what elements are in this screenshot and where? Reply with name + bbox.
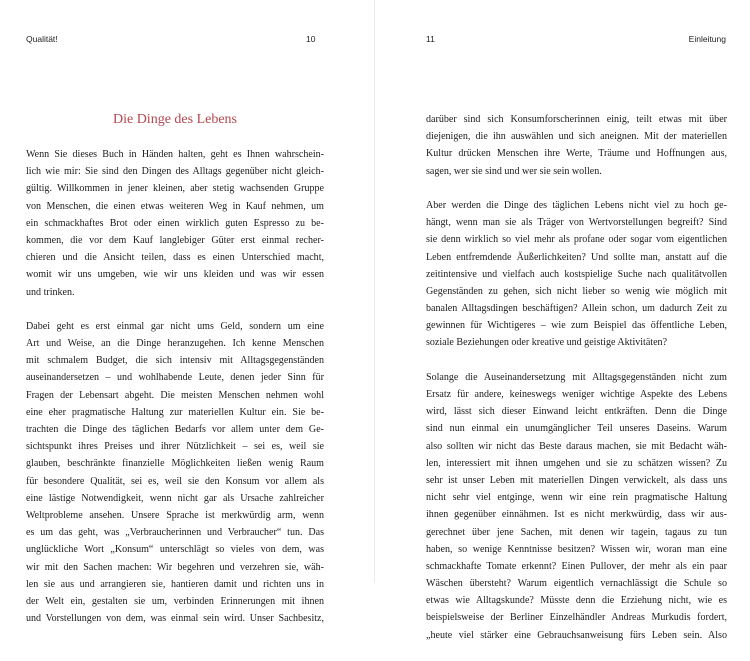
text-line: eine lästige Notwendigkeit, wenn nicht gar als Ursache zahlreicher	[26, 492, 324, 504]
text-line: gerechnet über jene Sachen, mit denen wir tagein, tagaus zu tun	[426, 526, 727, 538]
text-line: Wäschen übersteht? Warum eigentlich vernachlässigt die Schule so	[426, 578, 727, 590]
right-body-text	[426, 111, 727, 661]
text-line: gewinnen für Wichtigeres – wie zum Beispiel das öffentliche Leben,	[426, 320, 727, 332]
right-page	[375, 0, 750, 641]
running-head-left: Qualität!	[26, 34, 58, 44]
text-line: Ersatz für andere, keineswegs weniger wichtige Aspekte des Lebens	[426, 389, 727, 400]
text-line: len, interessiert mit ihnen umgehen und sie zu schätzen wissen? Zu	[426, 457, 727, 469]
text-line: eine eher pragmatische Haltung zur materiellen Kultur ein. Sie be-	[26, 406, 324, 418]
text-line: sie denn wirklich so viel mehr als profane oder sogar vom eigentlichen	[426, 234, 727, 246]
paragraph	[426, 197, 727, 352]
text-line: etwas wie Alltagskunde? Müsste denn die Erziehung nicht, wie es	[426, 595, 727, 607]
text-line: Gegenständen zu gehen, sich nicht lieber so wenig wie möglich mit	[426, 285, 727, 297]
page-number-right: 11	[426, 34, 435, 44]
text-line: womit wir uns umgeben, wie wir uns kleiden und was wir essen	[26, 269, 324, 281]
text-line: von Menschen, die einen etwas weiteren Weg in Kauf nehmen, um	[26, 200, 324, 212]
left-body-text	[26, 146, 324, 644]
text-line: soziale Beziehungen oder kreative und geistige Aktivitäten?	[426, 337, 668, 349]
text-line: len sie aus und arrangieren sie, hantieren damit und richten uns in	[26, 578, 324, 590]
text-line: Art und Weise, an die Dinge heranzugehen. Ich kenne Menschen	[26, 338, 324, 350]
text-line: wir mit den Sachen machen: Wir begehren und verzehren sie, wäh-	[26, 561, 324, 573]
text-line: kommen, die vor dem Kauf langlebiger Güter erst einmal recher-	[26, 234, 324, 246]
text-line: Weltprobleme ansehen. Unsere Sprache ist merkwürdig arm, wenn	[26, 509, 324, 521]
text-line: gültig. Willkommen in jener kleinen, aber stetig wachsenden Gruppe	[26, 183, 324, 195]
text-line: mit schmalem Budget, die sich intensiv mit Alltagsgegenständen	[26, 355, 324, 367]
text-line: Dabei geht es erst einmal gar nicht ums Geld, sondern um eine	[26, 320, 324, 332]
paragraph	[426, 111, 727, 180]
paragraph	[26, 146, 324, 301]
text-line: Aber werden die Dinge des täglichen Lebens nicht viel zu hoch ge-	[426, 199, 727, 211]
left-page	[0, 0, 375, 625]
text-line: „heute viel stärker eine Gebrauchsanweisung fürs Leben sein. Also	[426, 629, 727, 641]
text-line: wird, lässt sich dieser Einwand leicht entkräften. Denn die Dinge	[426, 406, 727, 418]
text-line: Solange die Auseinandersetzung mit Alltagsgegenständen nicht zum	[426, 371, 727, 383]
text-line: banalen Alltagsdingen beschäftigen? Allein schon, um dadurch Zeit zu	[426, 303, 727, 315]
text-line: auseinandersetzen – und wohlhabende Leute, denen jeder Sinn für	[26, 372, 324, 384]
text-line: Fragen der Lebensart abgeht. Die meisten Menschen nehmen wohl	[26, 389, 324, 401]
text-line: hängt, wenn man sie als Träger von Wertvorstellungen begreift? Sind	[426, 217, 727, 229]
text-line: Leben entfremdende Äußerlichkeiten? Und sollte man, anstatt auf die	[426, 251, 727, 263]
text-line: trachten die Dinge des täglichen Bedarfs vor allem unter dem Ge-	[26, 424, 324, 435]
text-line: Kultur drücken Menschen ihre Werte, Träume und Hoffnungen aus,	[426, 148, 727, 160]
text-line: unglückliche Wort „Konsum“ unterschlägt so vieles von dem, was	[26, 544, 324, 556]
text-line: also sollten wir nicht das Beste daraus machen, sie mit Bedacht wäh-	[426, 440, 727, 452]
chapter-title: Die Dinge des Lebens	[112, 112, 238, 127]
text-line: sagen, wer sie sind und wer sie sein wollen.	[426, 165, 602, 177]
text-line: zeitintensive und vielfach auch kostspielige Suche nach qualitätvollen	[426, 268, 727, 280]
page-number-left: 10	[306, 34, 316, 44]
text-line: und Vorstellungen von dem, was einmal sein wird. Unser Sachbesitz,	[26, 613, 324, 625]
text-line: lich wie mir: Sie sind den Dingen des Alltags gegenüber nicht gleich-	[26, 166, 324, 178]
text-line: ihnen gegenüber einnähmen. Ist es nicht merkwürdig, dass wir aus-	[426, 509, 727, 521]
paragraph	[426, 369, 727, 644]
text-line: darüber sind sich Konsumforscherinnen einig, teilt etwas mit über	[426, 114, 727, 125]
text-line: nicht sehr viel entginge, wenn wir eine rein pragmatische Haltung	[426, 492, 727, 504]
text-line: sichtspunkt ihres Preises und ihrer Nützlichkeit – sei es, weil sie	[26, 441, 324, 453]
text-line: chieren und die Ansicht teilen, dass es einen Unterschied macht,	[26, 252, 324, 264]
text-line: sehr ist unser Leben mit materiellen Dingen verwickelt, als dass uns	[426, 474, 727, 486]
text-line: haben, so wenige Kenntnisse besitzen? Wissen wir, woran man eine	[426, 543, 727, 555]
text-line: beispielsweise der Berliner Einzelhändler Andreas Murkudis fordert,	[426, 612, 727, 624]
text-line: Wenn Sie dieses Buch in Händen halten, geht es Ihnen wahrschein-	[26, 149, 324, 160]
text-line: diejenigen, die ihn auswählen und sich aneignen. Mit der materiellen	[426, 131, 727, 143]
text-line: schmackhafte Tomate erkennt? Einen Pullover, der mehr als ein paar	[426, 560, 727, 572]
text-line: der Welt ein, gestalten sie um, verbinden Erinnerungen mit ihnen	[26, 595, 324, 607]
text-line: sind nun einmal ein unumgänglicher Teil unseres Daseins. Warum	[426, 423, 727, 435]
text-line: ein schmackhaftes Brot oder einen wirklich guten Espresso zu be-	[26, 217, 324, 229]
paragraph	[26, 318, 324, 627]
text-line: für besondere Qualität, sei es, weil sie den Konsum vor allem als	[26, 475, 324, 487]
text-line: glauben, beschränkte finanzielle Möglichkeiten ließen wenig Raum	[26, 458, 324, 470]
text-line: und trinken.	[26, 286, 75, 298]
running-head-right: Einleitung	[688, 34, 726, 44]
text-line: es um das geht, was „Verbraucherinnen und Verbraucher“ tun. Das	[26, 527, 324, 539]
